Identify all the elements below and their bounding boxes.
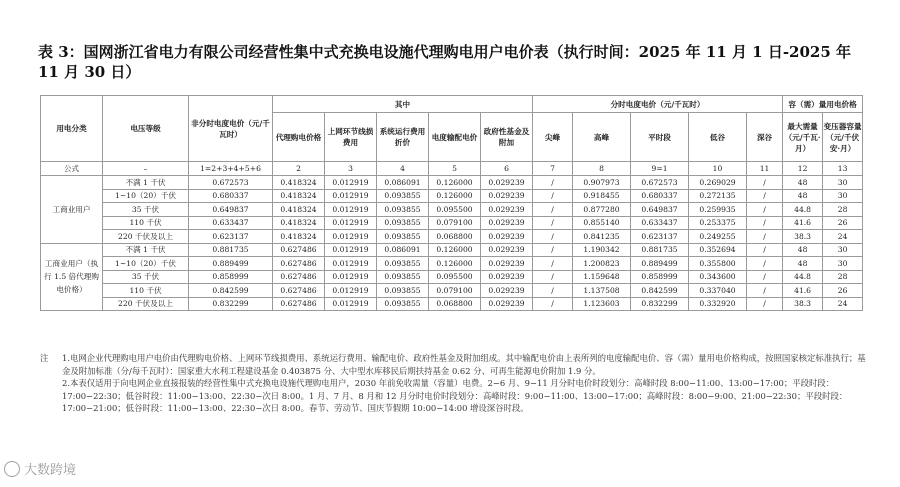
formula-cell: 12	[783, 162, 823, 176]
table-cell: 0.352694	[689, 243, 747, 257]
voltage-cell: 35 千伏	[103, 270, 189, 284]
table-cell: 0.093855	[377, 284, 429, 298]
table-title: 表 3：国网浙江省电力有限公司经营性集中式充换电设施代理购电用户电价表（执行时间：2025 年 11 月 1 日-2025 年 11 月 30 日）	[38, 43, 852, 81]
header-deep-valley: 深谷	[747, 113, 783, 162]
table-cell: 0.355800	[689, 257, 747, 271]
table-cell: 0.012919	[325, 270, 377, 284]
table-cell: 0.012919	[325, 176, 377, 190]
table-cell: 0.079100	[429, 284, 481, 298]
voltage-cell: 不满 1 千伏	[103, 243, 189, 257]
table-cell: 0.858999	[631, 270, 689, 284]
table-row	[41, 230, 863, 244]
table-cell: 0.093855	[377, 189, 429, 203]
table-cell: 0.881735	[631, 243, 689, 257]
header-peak: 高峰	[573, 113, 631, 162]
formula-cell: 3	[325, 162, 377, 176]
table-row	[41, 297, 863, 311]
table-cell: 0.907973	[573, 176, 631, 190]
note-1	[40, 352, 870, 377]
formula-cell: 11	[747, 162, 783, 176]
table-cell: 0.842599	[631, 284, 689, 298]
table-cell: 0.881735	[189, 243, 273, 257]
table-cell: 0.633437	[189, 216, 273, 230]
table-cell: 26	[823, 216, 863, 230]
table-cell: 0.672573	[189, 176, 273, 190]
header-grid-loss: 上网环节线损费用	[325, 113, 377, 162]
table-cell: 0.029239	[481, 284, 533, 298]
table-row	[41, 176, 863, 190]
table-cell: 0.649837	[631, 203, 689, 217]
table-cell: /	[533, 230, 573, 244]
table-cell: 0.068800	[429, 297, 481, 311]
table-cell: 0.093855	[377, 230, 429, 244]
formula-cell: 8	[573, 162, 631, 176]
voltage-cell: 110 千伏	[103, 216, 189, 230]
table-cell: /	[747, 230, 783, 244]
table-cell: 0.126000	[429, 176, 481, 190]
formula-cell: 5	[429, 162, 481, 176]
formula-row	[41, 162, 863, 176]
table-cell: 1.159648	[573, 270, 631, 284]
table-cell: 0.877280	[573, 203, 631, 217]
table-cell: 0.012919	[325, 284, 377, 298]
table-cell: /	[747, 216, 783, 230]
table-cell: 28	[823, 270, 863, 284]
table-cell: 0.332920	[689, 297, 747, 311]
notes-label: 注	[40, 353, 49, 363]
note-text: 2.本表仅适用于向电网企业直接报装的经营性集中式充换电设施代理购电用户，2030 年前免收需量（容量）电费。2−6 月、9−11 月分时电价时段划分：高峰时段 8:00−11:00、13:00−17:00；平段时段：17:00−22:30；低谷时段：11:00−13:00、22:30−次日 8:00。1 月、7 月、8 月和 12 月分时电价时段划分：高峰时段：9:00−11:00、13:00−17:00；高峰时段：8:00−9:00、21:00−22:30；平段时段：17:00−21:00；低谷时段：11:00−13:00、22:30−次日 8:00。春节、劳动节、国庆节假期 10:00−14:00 增设深谷时段。	[62, 378, 848, 414]
table-cell: /	[533, 257, 573, 271]
header-category: 用电分类	[41, 96, 103, 162]
table-cell: 1.123603	[573, 297, 631, 311]
watermark	[4, 459, 76, 478]
header-gov-fund: 政府性基金及附加	[481, 113, 533, 162]
table-cell: 0.093855	[377, 297, 429, 311]
header-voltage: 电压等级	[103, 96, 189, 162]
table-cell: 0.627486	[273, 297, 325, 311]
table-cell: 0.649837	[189, 203, 273, 217]
table-cell: 0.029239	[481, 203, 533, 217]
table-row	[41, 203, 863, 217]
table-cell: /	[533, 297, 573, 311]
table-row	[41, 284, 863, 298]
table-cell: 30	[823, 243, 863, 257]
table-cell: 0.832299	[189, 297, 273, 311]
table-cell: /	[533, 189, 573, 203]
table-cell: 0.672573	[631, 176, 689, 190]
formula-cell: 7	[533, 162, 573, 176]
table-cell: 0.623137	[631, 230, 689, 244]
table-cell: 0.269029	[689, 176, 747, 190]
table-cell: /	[533, 270, 573, 284]
formula-label: 公式	[41, 162, 103, 176]
table-cell: /	[533, 203, 573, 217]
table-cell: 38.3	[783, 297, 823, 311]
table-cell: 0.627486	[273, 257, 325, 271]
note-text: 1.电网企业代理购电用户电价由代理购电价格、上网环节线损费用、系统运行费用、输配电价、政府性基金及附加组成。其中输配电价由上表所列的电度输配电价、容（需）量用电价格构成，按照国家核定标准执行；基金及附加标准（分/每千瓦时）：国家重大水利工程建设基金 0.403875 分、大中型水库移民后期扶持基金 0.62 分、可再生能源电价附加 1.9 分。	[62, 353, 866, 376]
table-cell: 38.3	[783, 230, 823, 244]
table-cell: 0.126000	[429, 189, 481, 203]
table-cell: 0.095500	[429, 203, 481, 217]
voltage-cell: 220 千伏及以上	[103, 230, 189, 244]
table-cell: 0.889499	[189, 257, 273, 271]
table-row	[41, 270, 863, 284]
header-agency-price: 代理购电价格	[273, 113, 325, 162]
voltage-cell: 110 千伏	[103, 284, 189, 298]
table-cell: 0.633437	[631, 216, 689, 230]
table-cell: /	[747, 243, 783, 257]
table-cell: 0.832299	[631, 297, 689, 311]
table-cell: 0.086091	[377, 243, 429, 257]
table-cell: 0.627486	[273, 243, 325, 257]
table-cell: 0.126000	[429, 243, 481, 257]
table-cell: 0.627486	[273, 270, 325, 284]
formula-voltage: –	[103, 162, 189, 176]
table-cell: 0.343600	[689, 270, 747, 284]
header-group-capacity: 容（需）量用电价格	[783, 96, 863, 113]
table-cell: 44.8	[783, 270, 823, 284]
table-cell: 0.272135	[689, 189, 747, 203]
table-cell: 1.190342	[573, 243, 631, 257]
header-group-of-which: 其中	[273, 96, 533, 113]
table-cell: /	[533, 284, 573, 298]
table-cell: 0.012919	[325, 243, 377, 257]
table-cell: 0.858999	[189, 270, 273, 284]
table-cell: 0.842599	[189, 284, 273, 298]
header-flat: 平时段	[631, 113, 689, 162]
table-cell: 48	[783, 257, 823, 271]
table-cell: 0.029239	[481, 189, 533, 203]
formula-cell: 2	[273, 162, 325, 176]
header-max-demand: 最大需量（元/千瓦·月）	[783, 113, 823, 162]
table-cell: /	[747, 297, 783, 311]
notes	[40, 352, 870, 415]
formula-cell: 6	[481, 162, 533, 176]
table-cell: 0.093855	[377, 216, 429, 230]
formula-cell: 9=1	[631, 162, 689, 176]
table-cell: 24	[823, 297, 863, 311]
table-cell: 0.623137	[189, 230, 273, 244]
table-cell: 0.012919	[325, 189, 377, 203]
table-cell: /	[747, 176, 783, 190]
table-cell: 0.253375	[689, 216, 747, 230]
table-cell: 0.029239	[481, 243, 533, 257]
table-cell: /	[533, 176, 573, 190]
table-row	[41, 189, 863, 203]
table-cell: 0.012919	[325, 257, 377, 271]
table-row	[41, 243, 863, 257]
table-cell: 0.418324	[273, 176, 325, 190]
formula-cell: 4	[377, 162, 429, 176]
table-cell: 0.680337	[631, 189, 689, 203]
table-row	[41, 216, 863, 230]
table-cell: 0.418324	[273, 230, 325, 244]
voltage-cell: 不满 1 千伏	[103, 176, 189, 190]
table-cell: 0.029239	[481, 216, 533, 230]
table-cell: 0.418324	[273, 216, 325, 230]
table-cell: 0.889499	[631, 257, 689, 271]
header-non-tou: 非分时电度电价（元/千瓦时）	[189, 96, 273, 162]
table-cell: 0.337040	[689, 284, 747, 298]
header-transformer-capacity: 变压器容量（元/千伏安·月）	[823, 113, 863, 162]
table-cell: 0.012919	[325, 297, 377, 311]
table-cell: 0.259935	[689, 203, 747, 217]
table-cell: 41.6	[783, 284, 823, 298]
table-cell: 0.093855	[377, 270, 429, 284]
table-cell: 0.093855	[377, 257, 429, 271]
voltage-cell: 220 千伏及以上	[103, 297, 189, 311]
table-cell: 0.095500	[429, 270, 481, 284]
table-cell: 0.086091	[377, 176, 429, 190]
table-cell: /	[533, 216, 573, 230]
voltage-cell: 35 千伏	[103, 203, 189, 217]
note-2	[40, 377, 870, 415]
table-cell: 26	[823, 284, 863, 298]
table-cell: 1.200823	[573, 257, 631, 271]
table-cell: 24	[823, 230, 863, 244]
table-cell: /	[533, 243, 573, 257]
category-cell: 工商业用户	[41, 176, 103, 244]
header-system-cost: 系统运行费用折价	[377, 113, 429, 162]
table-cell: 0.418324	[273, 203, 325, 217]
header-group-tou: 分时电度电价（元/千瓦时）	[533, 96, 783, 113]
table-cell: 0.068800	[429, 230, 481, 244]
table-cell: 0.012919	[325, 216, 377, 230]
table-cell: 0.029239	[481, 230, 533, 244]
table-cell: 0.126000	[429, 257, 481, 271]
voltage-cell: 1~10（20）千伏	[103, 257, 189, 271]
table-cell: 44.8	[783, 203, 823, 217]
table-cell: 0.093855	[377, 203, 429, 217]
table-cell: 0.012919	[325, 230, 377, 244]
formula-cell: 1=2+3+4+5+6	[189, 162, 273, 176]
formula-cell: 10	[689, 162, 747, 176]
table-cell: /	[747, 270, 783, 284]
table-cell: /	[747, 257, 783, 271]
table-cell: 0.680337	[189, 189, 273, 203]
table-row	[41, 257, 863, 271]
table-cell: 30	[823, 189, 863, 203]
table-cell: 48	[783, 189, 823, 203]
header-sharp-peak: 尖峰	[533, 113, 573, 162]
watermark-text: 大数跨境	[24, 463, 77, 478]
table-cell: 48	[783, 176, 823, 190]
table-cell: 48	[783, 243, 823, 257]
table-cell: /	[747, 284, 783, 298]
voltage-cell: 1~10（20）千伏	[103, 189, 189, 203]
table-cell: 0.249255	[689, 230, 747, 244]
table-cell: 0.029239	[481, 176, 533, 190]
table-cell: 0.627486	[273, 284, 325, 298]
table-cell: 28	[823, 203, 863, 217]
table-cell: 0.855140	[573, 216, 631, 230]
table-cell: 0.918455	[573, 189, 631, 203]
table-cell: 30	[823, 176, 863, 190]
table-cell: 0.012919	[325, 203, 377, 217]
table-cell: 0.841235	[573, 230, 631, 244]
table-cell: 0.029239	[481, 270, 533, 284]
header-transmission: 电度输配电价	[429, 113, 481, 162]
table-cell: 0.029239	[481, 297, 533, 311]
table-cell: 0.418324	[273, 189, 325, 203]
table-cell: 0.079100	[429, 216, 481, 230]
table-cell: 0.029239	[481, 257, 533, 271]
table-cell: 41.6	[783, 216, 823, 230]
table-cell: 30	[823, 257, 863, 271]
table-cell: /	[747, 189, 783, 203]
watermark-logo-icon	[4, 461, 20, 477]
formula-cell: 13	[823, 162, 863, 176]
tariff-table	[40, 95, 863, 311]
table-cell: /	[747, 203, 783, 217]
table-cell: 1.137508	[573, 284, 631, 298]
category-cell: 工商业用户（执行 1.5 倍代理购电价格）	[41, 243, 103, 311]
header-valley: 低谷	[689, 113, 747, 162]
